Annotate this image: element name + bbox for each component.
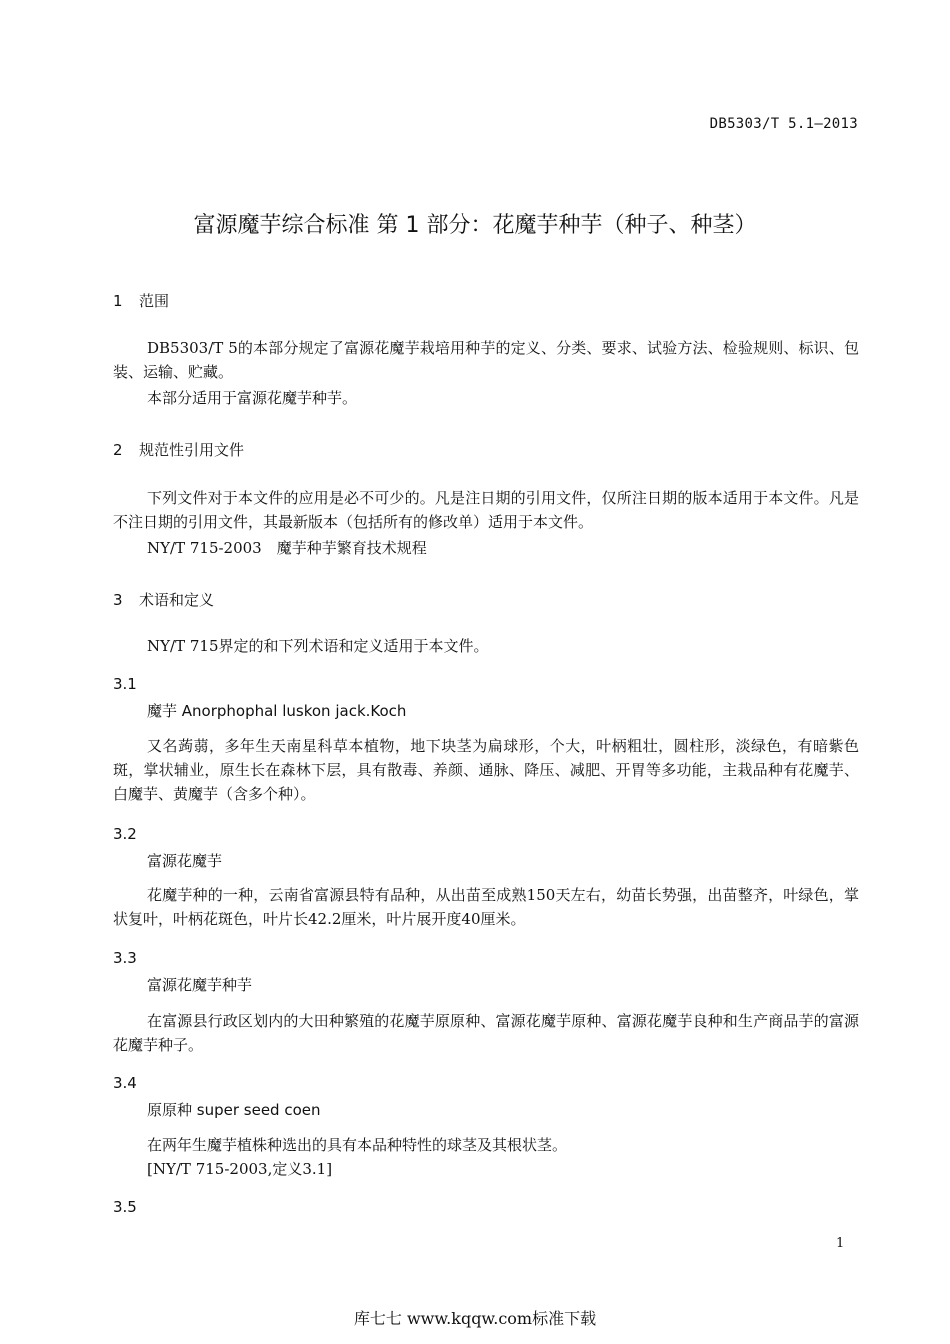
section-heading-terms bbox=[113, 589, 214, 610]
standard-number: DB5303/T 5.1—2013 bbox=[709, 116, 858, 132]
normative-reference: NY/T 715-2003 魔芋种芋繁育技术规程 bbox=[147, 539, 427, 557]
section-number: 1 bbox=[113, 292, 123, 310]
clause-number: 3.3 bbox=[113, 949, 137, 967]
clause-number: 3.4 bbox=[113, 1074, 137, 1092]
section-heading-normative bbox=[113, 439, 244, 460]
scope-paragraph: DB5303/T 5的本部分规定了富源花魔芋栽培用种芋的定义、分类、要求、试验方法、检验规则、标识、包装、运输、贮藏。 bbox=[113, 339, 859, 381]
term-name: 富源花魔芋 bbox=[147, 852, 223, 870]
section-title: 术语和定义 bbox=[139, 591, 215, 609]
section-title: 范围 bbox=[139, 292, 170, 310]
term-name: 魔芋 Anorphophal luskon jack.Koch bbox=[147, 702, 407, 720]
page-number: 1 bbox=[836, 1236, 845, 1251]
term-definition: 在两年生魔芋植株种选出的具有本品种特性的球茎及其根状茎。 bbox=[147, 1136, 568, 1154]
terms-intro: NY/T 715界定的和下列术语和定义适用于本文件。 bbox=[147, 637, 489, 655]
term-definition: 又名蒟蒻，多年生天南星科草本植物，地下块茎为扁球形，个大，叶柄粗壮，圆柱形，淡绿色，有暗紫色斑，掌状辅业，原生长在森林下层，具有散毒、养颜、通脉、降压、减肥、开胃等多功能，主栽品种有花魔芋、白魔芋、黄魔芋（含多个种）。 bbox=[113, 737, 859, 803]
section-title: 规范性引用文件 bbox=[139, 441, 245, 459]
clause-number: 3.5 bbox=[113, 1198, 137, 1216]
section-heading-scope bbox=[113, 290, 169, 311]
clause-number: 3.2 bbox=[113, 825, 137, 843]
scope-applicability: 本部分适用于富源花魔芋种芋。 bbox=[147, 389, 358, 407]
term-definition: 在富源县行政区划内的大田种繁殖的花魔芋原原种、富源花魔芋原种、富源花魔芋良种和生产商品芋的富源花魔芋种子。 bbox=[113, 1012, 859, 1054]
term-name: 原原种 super seed coen bbox=[147, 1101, 321, 1119]
term-name: 富源花魔芋种芋 bbox=[147, 976, 253, 994]
section-number: 3 bbox=[113, 591, 123, 609]
footer-watermark[interactable]: 库七七 www.kqqw.com标准下载 bbox=[353, 1309, 597, 1328]
clause-number: 3.1 bbox=[113, 675, 137, 693]
term-source: [NY/T 715-2003,定义3.1] bbox=[147, 1160, 333, 1178]
page-title: 富源魔芋综合标准 第 1 部分：花魔芋种芋（种子、种茎） bbox=[193, 213, 757, 238]
term-definition: 花魔芋种的一种，云南省富源县特有品种，从出苗至成熟150天左右，幼苗长势强，出苗整齐，叶绿色，掌状复叶，叶柄花斑色，叶片长42.2厘米，叶片展开度40厘米。 bbox=[113, 886, 859, 928]
section-number: 2 bbox=[113, 441, 123, 459]
normative-paragraph: 下列文件对于本文件的应用是必不可少的。凡是注日期的引用文件，仅所注日期的版本适用于本文件。凡是不注日期的引用文件，其最新版本（包括所有的修改单）适用于本文件。 bbox=[113, 489, 859, 531]
